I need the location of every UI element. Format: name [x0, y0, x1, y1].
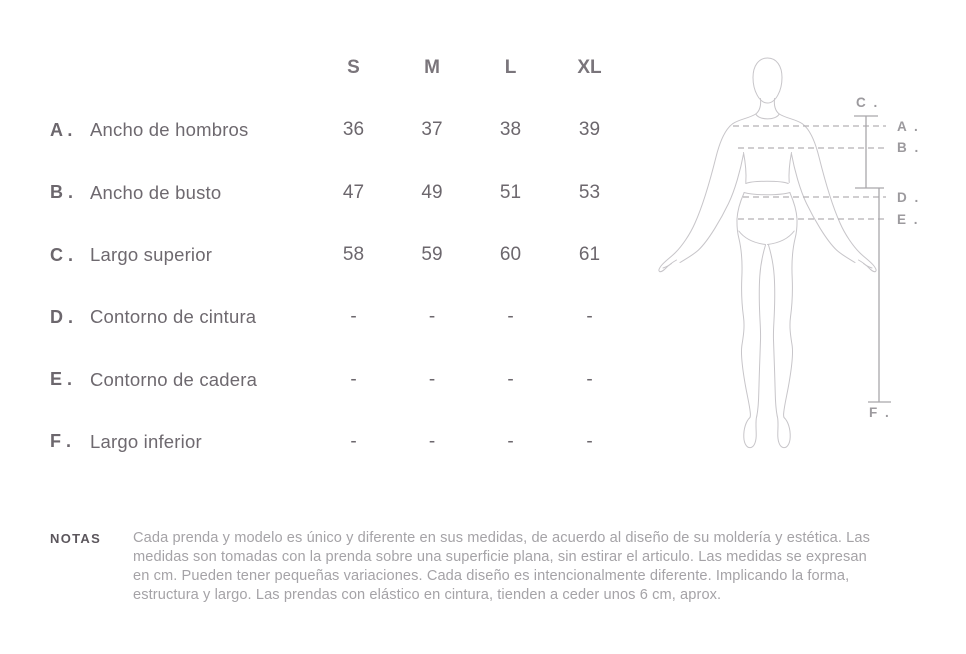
measure-value: - — [586, 430, 593, 452]
notes-line: Cada prenda y modelo es único y diferente en sus medidas, de acuerdo al diseño de su moldería y estética. Las — [133, 530, 870, 546]
notes-line: en cm. Pueden tener pequeñas variaciones. Cada diseño es intencionalmente diferente. Implicando la forma, — [133, 568, 850, 584]
measure-letter-e: E . — [50, 369, 73, 390]
measure-name-a: Ancho de hombros — [90, 119, 249, 141]
measure-letter-b: B . — [50, 182, 74, 203]
measure-value: 53 — [578, 181, 601, 203]
measure-value: 60 — [499, 244, 522, 266]
measure-letter-d: D . — [50, 306, 74, 327]
measure-value: 47 — [342, 181, 365, 203]
measure-value: - — [586, 368, 593, 390]
figure-label-f: F . — [869, 405, 891, 420]
figure-label-e: E . — [897, 212, 920, 227]
measure-value: - — [507, 368, 514, 390]
measure-value: 49 — [421, 181, 443, 203]
notes-line: estructura y largo. Las prendas con elástico en cintura, tienden a ceder unos 6 cm, aprox. — [133, 587, 722, 603]
measure-value: - — [428, 430, 436, 452]
measure-bracket-c — [854, 116, 884, 188]
size-column-header-xl: XL — [577, 57, 602, 79]
measure-name-b: Ancho de busto — [90, 181, 222, 203]
measure-letter-a: A . — [50, 119, 73, 140]
measure-value: - — [350, 430, 357, 452]
notes-line: medidas son tomadas con la prenda sobre una superficie plana, sin estirar el articulo. Las medidas se expresan — [133, 549, 867, 565]
measure-name-e: Contorno de cadera — [90, 368, 258, 390]
measure-letter-f: F . — [50, 431, 71, 452]
measure-bracket-f — [868, 188, 891, 402]
measure-value: 38 — [499, 119, 522, 141]
figure-label-d: D . — [897, 190, 921, 205]
notes-heading: NOTAS — [50, 531, 102, 546]
size-column-header-m: M — [424, 57, 440, 79]
measure-value: - — [507, 306, 514, 328]
measure-value: - — [350, 368, 357, 390]
measure-value: 37 — [421, 119, 443, 141]
measure-value: 36 — [342, 119, 365, 141]
size-column-header-l: L — [504, 57, 517, 79]
measure-value: - — [428, 368, 436, 390]
size-column-header-s: S — [347, 57, 360, 79]
figure-label-a: A . — [897, 119, 920, 134]
measure-name-f: Largo inferior — [90, 430, 202, 452]
figure-label-b: B . — [897, 140, 921, 155]
measure-name-d: Contorno de cintura — [90, 306, 257, 328]
measure-value: 61 — [578, 244, 601, 266]
measure-value: 39 — [578, 119, 601, 141]
measure-value: 51 — [499, 181, 522, 203]
measure-value: - — [507, 430, 514, 452]
measure-value: - — [428, 306, 436, 328]
measure-value: 59 — [421, 244, 443, 266]
measure-value: - — [586, 306, 593, 328]
measure-letter-c: C . — [50, 244, 74, 265]
figure-label-c: C . — [856, 95, 880, 110]
mannequin-figure-icon — [659, 58, 876, 448]
measure-name-c: Largo superior — [90, 244, 213, 266]
notes-paragraph — [133, 529, 923, 605]
measure-value: 58 — [342, 244, 365, 266]
measure-value: - — [350, 306, 357, 328]
